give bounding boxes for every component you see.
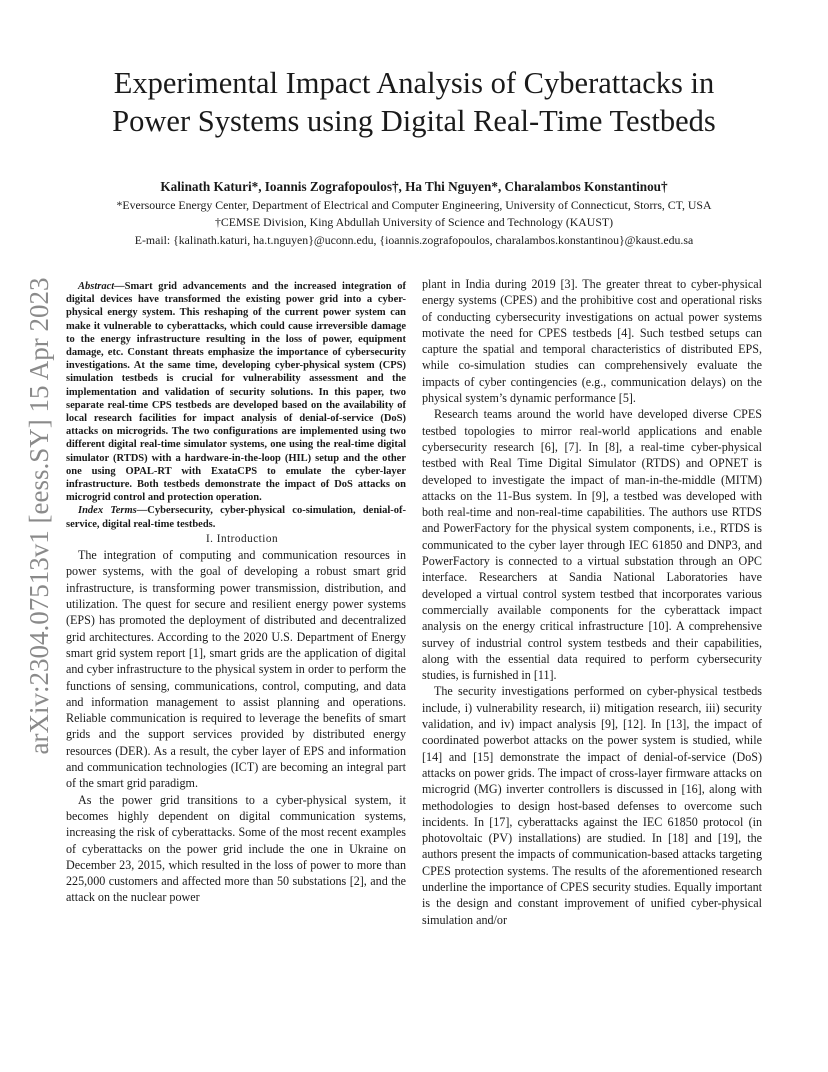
intro-paragraph-1: The integration of computing and communication resources in power systems, with the goal of developing a robust smart grid infrastructure, is transforming power transmission, distribution, and utilization. The quest for secure and resilient energy power systems (EPS) has promoted the deployment of distributed and decentralized grid architectures. According to the 2020 U.S. Department of Energy smart grid system report [1], smart grids are the application of digital and cyber infrastructure to the physical system in order to perform the functions of sensing, communications, control, computing, and data and information management to assist planning and operations. Reliable communication is required to leverage the benefits of smart grids and the support services provided by distributed energy resources (DER). As a result, the cyber layer of EPS and information and communication technologies (ICT) are becoming an integral part of the smart grid paradigm. (66, 548, 406, 791)
title-line-1: Experimental Impact Analysis of Cyberattacks in (113, 66, 715, 100)
abstract-text: —Smart grid advancements and the increased integration of digital devices have transformed the existing power grid into a cyber-physical energy system. This reshaping of the current power system can make it vulnerable to cyberattacks, which could cause irreversible damage to the energy infrastructure resulting in the loss of power, equipment damage, etc. Constant threats emphasize the importance of cybersecurity investigations. At the same time, developing cyber-physical system (CPS) simulation testbeds is crucial for vulnerability assessment and the implementation and validation of security solutions. In this paper, two separate real-time CPS testbeds are developed based on the availability of local research facilities for impact analysis of denial-of-service (DoS) attacks on microgrids. The two configurations are implemented using two different digital real-time simulator systems, one using the real-time digital simulator (RTDS) with a hardware-in-the-loop (HIL) setup and the other one using OPAL-RT with ExataCPS to emulate the cyber-layer infrastructure. Both testbeds demonstrate the impact of DoS attacks on microgrid control and protection operation. (66, 281, 406, 504)
title-line-2: Power Systems using Digital Real-Time Testbeds (112, 104, 716, 138)
intro-paragraph-2: As the power grid transitions to a cyber-physical system, it becomes highly dependent on digital communication systems, increasing the risk of cyberattacks. Some of the most recent examples of cyberattacks on the power grid include the one in Ukraine on December 23, 2015, which resulted in the loss of power to more than 225,000 customers and affected more than 50 substations [2], and the attack on the nuclear power (66, 792, 406, 905)
author-list: Kalinath Katuri*, Ioannis Zografopoulos†, Ha Thi Nguyen*, Charalambos Konstantinou† (160, 179, 668, 194)
index-terms-text: —Cybersecurity, cyber-physical co-simulation, denial-of-service, digital real-time testbeds. (66, 505, 406, 530)
affiliation-kaust: †CEMSE Division, King Abdullah University of Science and Technology (KAUST) (214, 215, 614, 229)
intro-paragraph-3: Research teams around the world have developed diverse CPES testbed topologies to mirror real-world applications and enable cybersecurity research [6], [7]. In [8], a real-time cyber-physical testbed with Real Time Digital Simulator (RTDS) and OPNET is developed to investigate the impact of man-in-the-middle (MITM) attacks on the 11-Bus system. In [9], a testbed was developed with both real-time and non-real-time capabilities. The authors use RTDS and PowerFactory for the physical system components, i.e., RTDS is communicated to the cyber layer through IEC 61850 and DNP3, and PowerFactory is connected to a virtual substation through an OPC interface. Researchers at Sandia National Laboratories have developed a virtual control system testbed that incorporates various commercially available components for the cyberattack impact analysis on the energy critical infrastructure [10]. A comprehensive survey of industrial control system testbeds and their capabilities, along with the essential data required to perform cybersecurity studies, is furnished in [11]. (422, 407, 762, 683)
right-column (422, 276, 762, 928)
index-terms-label: Index Terms (78, 505, 137, 517)
index-terms (66, 504, 406, 530)
paper-title (40, 64, 788, 140)
abstract-label: Abstract (78, 281, 115, 292)
affiliation-uconn: *Eversource Energy Center, Department of Electrical and Computer Engineering, University of Connecticut, Storrs, CT, USA (116, 198, 712, 212)
left-column (66, 280, 406, 906)
abstract (66, 280, 406, 504)
intro-paragraph-4: The security investigations performed on cyber-physical testbeds include, i) vulnerability research, ii) mitigation research, iii) security validation, and iv) impact analysis [9], [12]. In [13], the impact of coordinated powerbot attacks on the power system is studied, while [14] and [15] demonstrate the impact of denial-of-service (DoS) attacks on power grids. The impact of cross-layer firmware attacks on microgrid (MG) inverter controllers is discussed in [16], along with methodologies to design host-based defenses to overcome such incidents. In [17], cyberattacks against the IEC 61850 protocol (in photovoltaic (PV) installations) are studied. In [18] and [19], the authors present the impacts of communication-based attacks targeting CPES protection systems. The results of the aforementioned research underline the importance of CPES security studies. Equally important is the design and constant improvement of unified cyber-physical simulation and/or (422, 684, 762, 927)
arxiv-identifier-stamp: arXiv:2304.07513v1 [eess.SY] 15 Apr 2023 (24, 277, 54, 755)
section-heading-introduction: I. Introduction (205, 532, 279, 545)
intro-paragraph-2-continued: plant in India during 2019 [3]. The greater threat to cyber-physical energy systems (CPES) and the prohibitive cost and operational risks of conducting cybersecurity investigations on actual power systems motivate the need for CPES testbeds [4]. Such testbed setups can capture the spatial and temporal characteristics of distributed EPS, while co-simulation studies can comprehensively evaluate the impacts of cyber contingencies (e.g., communication delays) on the physical system’s dynamic performance [5]. (422, 277, 762, 406)
author-emails: E-mail: {kalinath.katuri, ha.t.nguyen}@uconn.edu, {ioannis.zografopoulos, charalambos.konstantinou}@kaust.edu.sa (134, 233, 694, 247)
